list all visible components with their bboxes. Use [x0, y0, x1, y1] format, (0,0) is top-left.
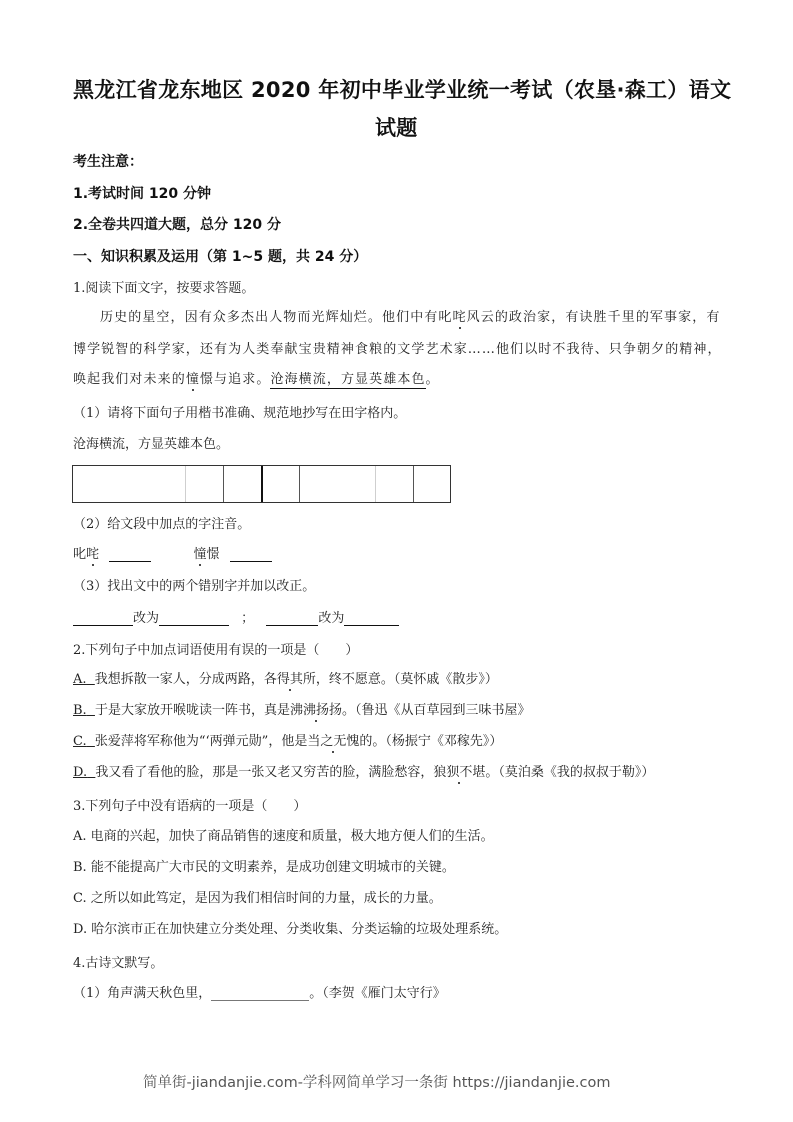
- notice-heading: 考生注意：: [73, 154, 143, 170]
- wrong-char-blank-2[interactable]: [266, 612, 318, 626]
- passage-line-3: [73, 368, 440, 387]
- underlined-sentence: 沧海横流，方显英雄本色: [270, 372, 426, 387]
- option-text: 。（莫泊桑《我的叔叔于勒》）: [485, 765, 655, 780]
- option-text: 我又看了看他的脸，那是一张又老又穷苦的脸，满脸愁容，: [95, 765, 434, 780]
- q3-option-d[interactable]: D. 哈尔滨市正在加快建立分类处理、分类收集、分类运输的垃圾处理系统。: [73, 922, 508, 937]
- document-title-line2: 试题: [375, 116, 418, 140]
- q4-sub1: [73, 982, 446, 1001]
- dotted-word: 各得其所: [264, 668, 316, 687]
- q2-option-c[interactable]: [73, 730, 502, 749]
- option-letter: C.: [73, 734, 87, 749]
- dotted-char: 咤: [453, 306, 467, 325]
- option-text: 张爱萍将军称他为“‘两弹元勋”，他是: [94, 734, 308, 749]
- q2-option-b[interactable]: [73, 699, 531, 718]
- passage-line-2: 博学锐智的科学家，还有为人类奉献宝贵精神食粮的文学艺术家……他们以时不我待、只争朝夕的精神，: [73, 342, 722, 357]
- option-text: 于是大家放开喉咙读一阵书，真是: [94, 703, 290, 718]
- option-text: 我想拆散一家人，分成两路，: [94, 672, 264, 687]
- dotted-char: 憧: [186, 368, 200, 387]
- notice-item-1: 1.考试时间 120 分钟: [73, 186, 212, 202]
- change-to-label: 改为: [318, 611, 345, 626]
- option-letter: A.: [73, 672, 87, 687]
- dotted-word: 狼狈不堪: [433, 761, 485, 780]
- passage-text: 风云的政治家，有诀胜千里的军事家，有: [466, 310, 721, 325]
- word-chongjing: 憬: [206, 547, 220, 562]
- option-text: 的。（杨振宁《邓稼先》）: [359, 734, 503, 749]
- pinyin-blank-1[interactable]: [109, 548, 151, 562]
- dotted-word: 当之无愧: [307, 730, 359, 749]
- q1-sub3-prompt: （3）找出文中的两个错别字并加以改正。: [73, 579, 316, 594]
- document-title-line1: 黑龙江省龙东地区 2020 年初中毕业学业统一考试（农垦·森工）语文: [73, 78, 732, 102]
- poem-blank[interactable]: [211, 987, 309, 1001]
- grid-divider: [261, 466, 263, 502]
- dotted-char: 咤: [86, 543, 99, 562]
- q3-option-b[interactable]: B. 能不能提高广大市民的文明素养，是成功创建文明城市的关键。: [73, 860, 455, 875]
- grid-divider: [375, 466, 376, 502]
- q2-option-a[interactable]: [73, 668, 498, 687]
- change-to-label: 改为: [133, 611, 160, 626]
- passage-text: 历史的星空，因有众多杰出人物而光辉灿烂。他们中有叱: [100, 310, 453, 325]
- q4-stem: 4.古诗文默写。: [73, 956, 164, 971]
- q3-option-a[interactable]: A. 电商的兴起，加快了商品销售的速度和质量，极大地方便人们的生活。: [73, 829, 494, 844]
- passage-text: 唤起我们对未来的: [73, 372, 186, 387]
- poem-line: （1）角声满天秋色里，: [73, 986, 212, 1001]
- grid-divider: [223, 466, 224, 502]
- passage-text: 憬与追求。: [199, 372, 271, 387]
- q1-sub2-prompt: （2）给文段中加点的字注音。: [73, 517, 251, 532]
- dotted-char: 憧: [193, 543, 206, 562]
- option-text: ，终不愿意。（莫怀戚《散步》）: [315, 672, 498, 687]
- option-letter: D.: [73, 765, 88, 780]
- correct-char-blank-1[interactable]: [159, 612, 229, 626]
- passage-line-1: [100, 306, 720, 325]
- q1-sub2-answers: [73, 543, 272, 562]
- notice-item-2: 2.全卷共四道大题，总分 120 分: [73, 217, 282, 233]
- option-letter: B.: [73, 703, 87, 718]
- grid-divider: [299, 466, 300, 502]
- section1-heading: 一、知识积累及运用（第 1~5 题，共 24 分）: [73, 249, 368, 265]
- q1-sub1-sentence: 沧海横流，方显英雄本色。: [73, 437, 230, 452]
- q2-stem: 2.下列句子中加点词语使用有误的一项是（ ）: [73, 643, 359, 658]
- dotted-word: 沸沸扬扬: [290, 699, 342, 718]
- poem-source: 。（李贺《雁门太守行》: [309, 986, 446, 1001]
- pinyin-blank-2[interactable]: [230, 548, 272, 562]
- q2-option-d[interactable]: [73, 761, 654, 780]
- q3-option-c[interactable]: C. 之所以如此笃定，是因为我们相信时间的力量，成长的力量。: [73, 891, 442, 906]
- passage-text: 。: [425, 372, 440, 387]
- grid-divider: [413, 466, 414, 502]
- dotted-phrase: [264, 672, 316, 687]
- q1-sub1-prompt: （1）请将下面句子用楷书准确、规范地抄写在田字格内。: [73, 406, 407, 421]
- q1-stem: 1.阅读下面文字，按要求答题。: [73, 281, 255, 296]
- q3-stem: 3.下列句子中没有语病的一项是（ ）: [73, 799, 307, 814]
- option-text: 。（鲁迅《从百草园到三味书屋》: [341, 703, 531, 718]
- wrong-char-blank-1[interactable]: [73, 612, 133, 626]
- q1-sub3-answers: [73, 607, 399, 626]
- tianzige-grid[interactable]: [72, 465, 451, 503]
- grid-divider: [185, 466, 186, 502]
- separator: ；: [241, 611, 255, 626]
- footer-watermark: 简单街-jiandanjie.com-学科网简单学习一条街 https://jiandanjie.com: [143, 1075, 611, 1091]
- correct-char-blank-2[interactable]: [344, 612, 399, 626]
- word-chizha: 叱: [73, 547, 87, 562]
